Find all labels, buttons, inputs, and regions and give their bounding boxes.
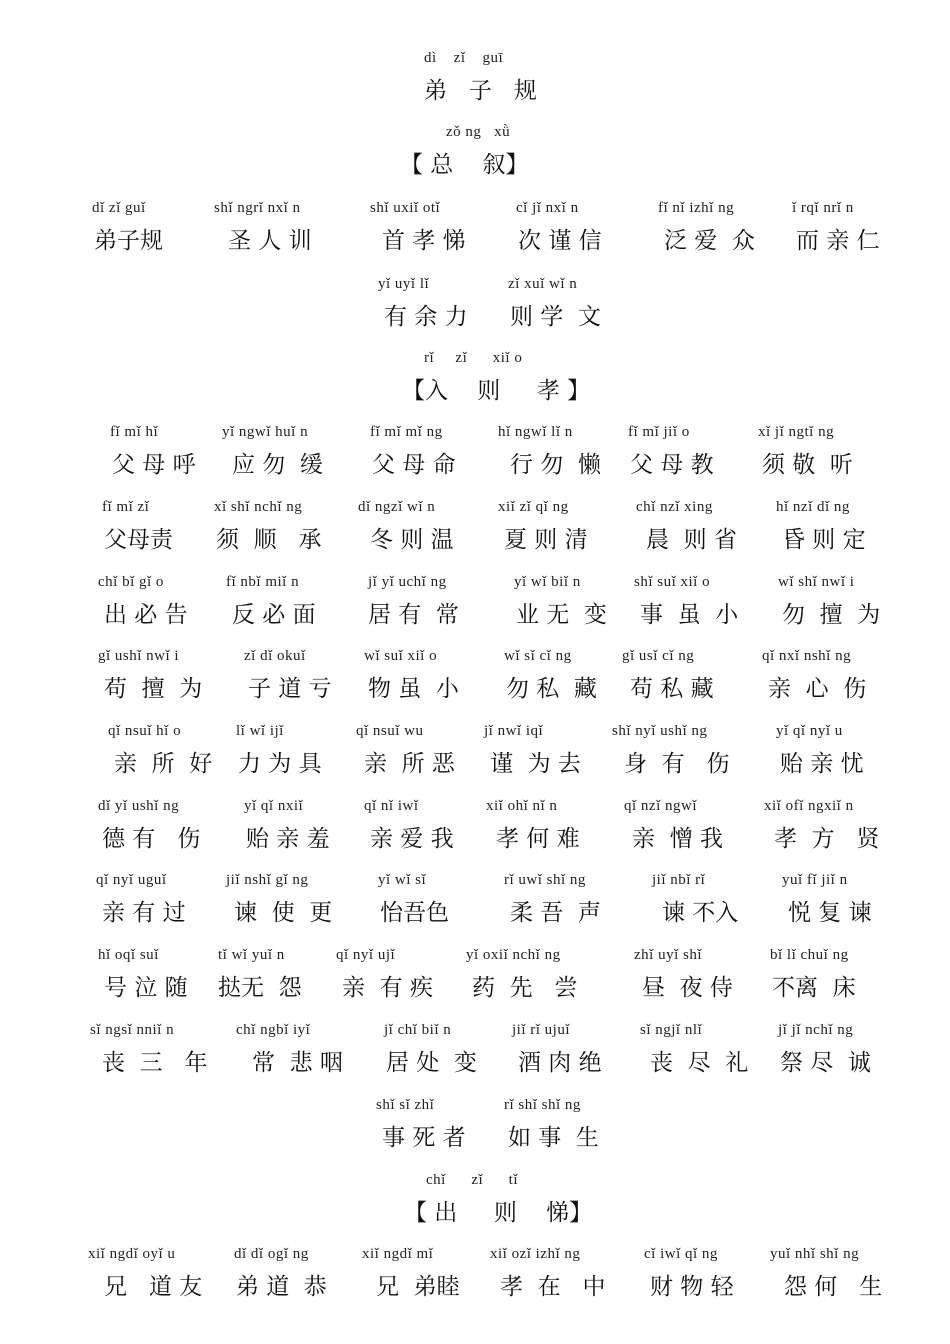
verse-pinyin: jǐ yǐ uchǐ ng [368,574,447,590]
verse-hanzi: 德 有 伤 [102,826,201,852]
verse-hanzi: 次 谨 信 [518,228,602,254]
verse-hanzi: 圣 人 训 [228,228,312,254]
verse-hanzi: 弟子规 [94,228,163,254]
verse-hanzi: 昏 则 定 [782,527,866,553]
verse-hanzi: 身 有 伤 [624,751,730,777]
verse-hanzi: 事 虽 小 [640,602,739,628]
verse-pinyin: fǐ mǐ hǐ [110,424,159,440]
section-heading-pinyin: chǐ zǐ tǐ [426,1172,518,1188]
verse-hanzi: 贻 亲 忧 [780,751,864,777]
verse-pinyin: yuǐ nhǐ shǐ ng [770,1246,860,1262]
verse-pinyin: yuǐ fǐ jiǐ n [782,872,848,888]
verse-hanzi: 行 勿 懒 [510,452,601,478]
verse-hanzi: 勿 擅 为 [782,602,881,628]
verse-pinyin: zǐ dǐ okuǐ [244,648,306,664]
section-heading-pinyin: rǐ zǐ xiǐ o [424,350,523,366]
verse-hanzi: 而 亲 仁 [796,228,880,254]
verse-pinyin: xiǐ zǐ qǐ ng [498,499,569,515]
verse-pinyin: shǐ sǐ zhǐ [376,1097,435,1113]
verse-hanzi: 须 敬 听 [762,452,853,478]
verse-pinyin: cǐ jǐ nxǐ n [516,200,579,216]
verse-pinyin: yǐ uyǐ lǐ [378,276,430,292]
verse-pinyin: dǐ zǐ guǐ [92,200,146,216]
verse-hanzi: 泛 爱 众 [664,228,755,254]
verse-hanzi: 子 道 亏 [248,676,332,702]
verse-hanzi: 号 泣 随 [104,975,188,1001]
verse-hanzi: 如 事 生 [508,1125,599,1151]
verse-hanzi: 兄 道 友 [104,1274,203,1300]
verse-pinyin: qǐ nyǐ ujǐ [336,947,396,963]
verse-pinyin: qǐ nyǐ uguǐ [96,872,167,888]
verse-hanzi: 父母责 [104,527,173,553]
verse-pinyin: lǐ wǐ ijǐ [236,723,284,739]
verse-pinyin: gǐ usǐ cǐ ng [622,648,695,664]
verse-hanzi: 事 死 者 [382,1125,466,1151]
section-heading: 【 总 叙】 [400,152,529,178]
verse-hanzi: 居 有 常 [368,602,459,628]
verse-pinyin: hǐ ngwǐ lǐ n [498,424,573,440]
verse-hanzi: 勿 私 藏 [506,676,597,702]
verse-hanzi: 亲 有 疾 [342,975,433,1001]
verse-pinyin: chǐ nzǐ xing [636,499,713,515]
verse-hanzi: 苟 擅 为 [104,676,203,702]
verse-pinyin: bǐ lǐ chuǐ ng [770,947,849,963]
verse-pinyin: zhǐ uyǐ shǐ [634,947,702,963]
verse-pinyin: jiǐ rǐ ujuǐ [512,1022,570,1038]
verse-pinyin: xiǐ ozǐ izhǐ ng [490,1246,581,1262]
verse-pinyin: fǐ nǐ izhǐ ng [658,200,735,216]
verse-pinyin: yǐ oxiǐ nchǐ ng [466,947,561,963]
verse-hanzi: 亲 所 恶 [364,751,455,777]
verse-pinyin: dǐ yǐ ushǐ ng [98,798,180,814]
verse-pinyin: ǐ rqǐ nrǐ n [792,200,854,216]
verse-hanzi: 常 悲 咽 [252,1050,343,1076]
verse-pinyin: chǐ ngbǐ iyǐ [236,1022,311,1038]
section-heading-pinyin: zǒ ng xǜ [446,124,511,140]
verse-hanzi: 反 必 面 [232,602,316,628]
verse-hanzi: 晨 则 省 [646,527,737,553]
verse-hanzi: 冬 则 温 [370,527,454,553]
verse-hanzi: 昼 夜 侍 [642,975,733,1001]
verse-hanzi: 谏 不入 [662,900,739,926]
verse-hanzi: 挞无 怨 [218,975,302,1001]
verse-hanzi: 悦 复 谏 [788,900,872,926]
verse-hanzi: 夏 则 清 [504,527,588,553]
verse-pinyin: jǐ chǐ biǐ n [384,1022,452,1038]
verse-hanzi: 丧 三 年 [102,1050,208,1076]
verse-hanzi: 贻 亲 羞 [246,826,330,852]
verse-pinyin: zǐ xuǐ wǐ n [508,276,578,292]
verse-hanzi: 父 母 命 [372,452,456,478]
verse-pinyin: xǐ shǐ nchǐ ng [214,499,303,515]
verse-hanzi: 孝 方 贤 [774,826,880,852]
verse-pinyin: wǐ shǐ nwǐ i [778,574,855,590]
verse-pinyin: xiǐ ngdǐ oyǐ u [88,1246,176,1262]
verse-pinyin: jǐ jǐ nchǐ ng [778,1022,854,1038]
verse-hanzi: 药 先 尝 [472,975,578,1001]
verse-hanzi: 酒 肉 绝 [518,1050,602,1076]
verse-hanzi: 须 顺 承 [216,527,322,553]
verse-pinyin: fǐ mǐ zǐ [102,499,150,515]
verse-hanzi: 亲 憎 我 [632,826,723,852]
verse-pinyin: fǐ nbǐ miǐ n [226,574,300,590]
verse-hanzi: 谨 为 去 [490,751,581,777]
verse-hanzi: 苟 私 藏 [630,676,714,702]
verse-pinyin: shǐ uxiǐ otǐ [370,200,441,216]
verse-hanzi: 柔 吾 声 [510,900,601,926]
verse-pinyin: yǐ ngwǐ huǐ n [222,424,309,440]
verse-pinyin: qǐ nǐ iwǐ [364,798,419,814]
verse-pinyin: fǐ mǐ mǐ ng [370,424,443,440]
verse-pinyin: jiǐ nshǐ gǐ ng [226,872,309,888]
verse-pinyin: sǐ ngjǐ nlǐ [640,1022,703,1038]
verse-pinyin: sǐ ngsǐ nniǐ n [90,1022,175,1038]
verse-pinyin: qǐ nsuǐ wu [356,723,424,739]
verse-pinyin: gǐ ushǐ nwǐ i [98,648,180,664]
verse-hanzi: 兄 弟睦 [376,1274,460,1300]
verse-hanzi: 亲 有 过 [102,900,186,926]
verse-hanzi: 怨 何 生 [784,1274,883,1300]
verse-pinyin: rǐ uwǐ shǐ ng [504,872,586,888]
verse-pinyin: wǐ sǐ cǐ ng [504,648,572,664]
verse-hanzi: 孝 在 中 [500,1274,606,1300]
verse-pinyin: xiǐ ohǐ nǐ n [486,798,558,814]
verse-pinyin: xǐ jǐ ngtǐ ng [758,424,835,440]
verse-pinyin: qǐ nzǐ ngwǐ [624,798,697,814]
verse-pinyin: xiǐ ofǐ ngxiǐ n [764,798,854,814]
verse-pinyin: yǐ qǐ nxiǐ [244,798,304,814]
verse-hanzi: 弟 道 恭 [236,1274,327,1300]
verse-pinyin: rǐ shǐ shǐ ng [504,1097,581,1113]
verse-hanzi: 则 学 文 [510,304,601,330]
verse-pinyin: jǐ nwǐ iqǐ [484,723,544,739]
verse-pinyin: xiǐ ngdǐ mǐ [362,1246,434,1262]
verse-hanzi: 父 母 呼 [112,452,196,478]
verse-pinyin: yǐ qǐ nyǐ u [776,723,843,739]
verse-pinyin: dǐ dǐ ogǐ ng [234,1246,309,1262]
verse-hanzi: 祭 尽 诚 [780,1050,871,1076]
verse-pinyin: yǐ wǐ biǐ n [514,574,581,590]
verse-pinyin: qǐ nxǐ nshǐ ng [762,648,852,664]
verse-pinyin: wǐ suǐ xiǐ o [364,648,438,664]
verse-hanzi: 有 余 力 [384,304,468,330]
verse-hanzi: 财 物 轻 [650,1274,734,1300]
verse-hanzi: 物 虽 小 [368,676,459,702]
verse-hanzi: 谏 使 更 [234,900,333,926]
verse-hanzi: 出 必 告 [104,602,188,628]
verse-hanzi: 不离 床 [772,975,856,1001]
verse-pinyin: shǐ nyǐ ushǐ ng [612,723,708,739]
verse-hanzi: 力 为 具 [238,751,322,777]
section-heading: 【入 则 孝 】 [402,378,591,404]
verse-pinyin: shǐ suǐ xiǐ o [634,574,711,590]
title-hanzi: 弟 子 规 [424,78,537,104]
title-pinyin: dì zǐ guī [424,50,504,66]
verse-hanzi: 亲 心 伤 [768,676,867,702]
verse-pinyin: cǐ iwǐ qǐ ng [644,1246,718,1262]
verse-pinyin: fǐ mǐ jiǐ o [628,424,690,440]
verse-pinyin: chǐ bǐ gǐ o [98,574,164,590]
verse-hanzi: 业 无 变 [516,602,607,628]
verse-hanzi: 亲 爱 我 [370,826,454,852]
verse-hanzi: 孝 何 难 [496,826,580,852]
verse-pinyin: qǐ nsuǐ hǐ o [108,723,182,739]
verse-hanzi: 居 处 变 [386,1050,477,1076]
verse-pinyin: jiǐ nbǐ rǐ [652,872,706,888]
verse-hanzi: 丧 尽 礼 [650,1050,749,1076]
verse-pinyin: shǐ ngrǐ nxǐ n [214,200,301,216]
verse-hanzi: 怡吾色 [380,900,449,926]
verse-pinyin: hǐ nzǐ dǐ ng [776,499,850,515]
verse-pinyin: yǐ wǐ sǐ [378,872,427,888]
verse-pinyin: dǐ ngzǐ wǐ n [358,499,436,515]
section-heading: 【 出 则 悌】 [404,1200,593,1226]
verse-hanzi: 父 母 教 [630,452,714,478]
verse-pinyin: hǐ oqǐ suǐ [98,947,159,963]
verse-hanzi: 亲 所 好 [114,751,213,777]
verse-hanzi: 应 勿 缓 [232,452,323,478]
verse-pinyin: tǐ wǐ yuǐ n [218,947,285,963]
verse-hanzi: 首 孝 悌 [382,228,466,254]
